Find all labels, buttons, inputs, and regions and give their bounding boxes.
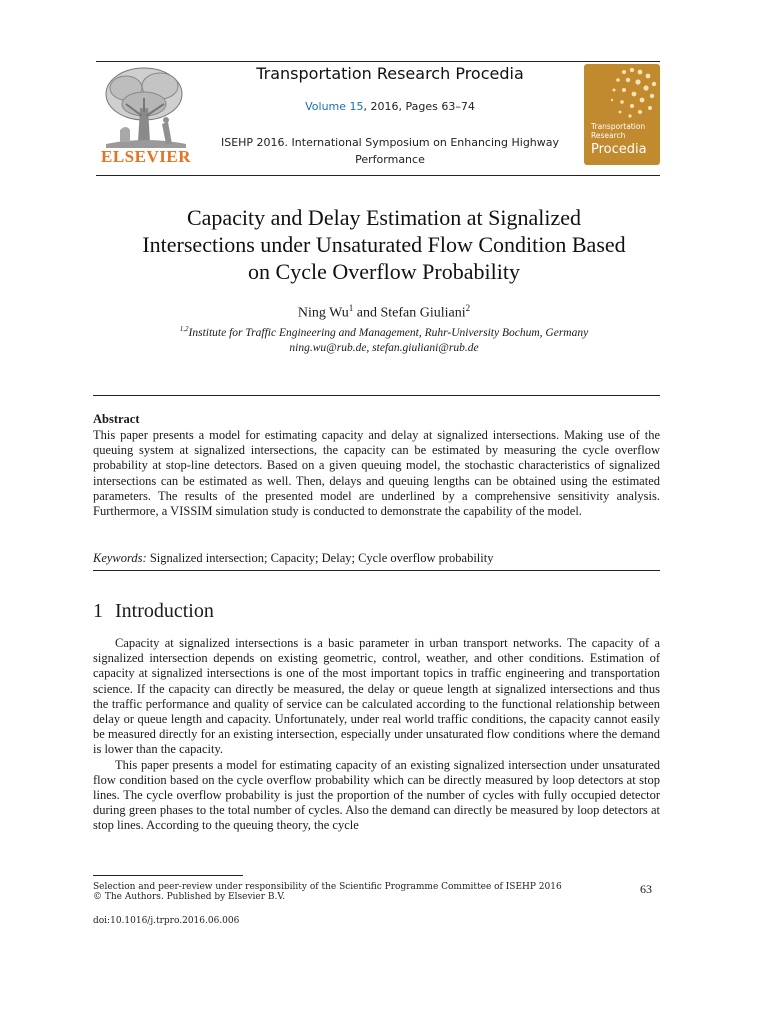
conference-line-2: Performance: [355, 153, 425, 166]
affiliation: $^{1,2}$Institute for Traffic Engineering and Management, Ruhr-University Bochum, Germany: [179, 325, 589, 339]
header-top-rule: [96, 61, 660, 62]
cover-subtitle: Transportation Research: [591, 122, 646, 140]
page-number: 63: [640, 882, 652, 896]
keywords-label: Keywords:: [93, 551, 147, 565]
elsevier-wordmark: ELSEVIER: [101, 147, 191, 166]
section-title: Introduction: [115, 600, 214, 622]
conference-name: [200, 134, 580, 168]
copyright-note: © The Authors. Published by Elsevier B.V.: [93, 892, 286, 902]
author-1: Ning Wu: [297, 305, 349, 321]
footer-rule: [93, 875, 243, 876]
abstract-heading: Abstract: [93, 412, 140, 426]
conference-line-1: ISEHP 2016. International Symposium on Enhancing Highway: [220, 136, 560, 149]
footer-note: [93, 882, 660, 902]
author-2: Stefan Giuliani: [380, 305, 466, 321]
paragraph-2: This paper presents a model for estimating capacity of an existing signalized intersection under unsaturated flow condition based on the cycle overflow probability which can be directly measured by loop detectors at stop lines. The cycle overflow probability is just the proportion of the number of cycles with fully occupied detector during green phases to the total number of cycles. Also the demand can directly be measured by loop detectors at stop lines. According to the queuing theory, the cycle: [93, 757, 660, 833]
abstract-text: This paper presents a model for estimating capacity and delay at signalized intersections. Making use of the queuing system at signalized intersections, the capacity can be estimated by measuring the cycle overflow probability at stop-line detectors. Based on a given queuing model, the stochastic characteristics of signalized intersections can be estimated as well. Then, delays and queuing lengths can be obtained using the estimated parameters. The results of the presented model are underlined by a comprehensive sensitivity analysis. Furthermore, a VISSIM simulation study is conducted to demonstrate the capability of the model.: [93, 428, 660, 519]
author-emails[interactable]: ning.wu@rub.de, stefan.giuliani@rub.de: [289, 342, 479, 354]
header-bottom-rule: [96, 175, 660, 176]
section-number: 1: [93, 600, 103, 622]
dot-pattern-icon: [584, 64, 660, 124]
paper-title: Capacity and Delay Estimation at Signalized Intersections under Unsaturated Flow Condition Based on Cycle Overflow Probability: [142, 205, 626, 284]
paragraph-1: Capacity at signalized intersections is a basic parameter in urban transport networks. The capacity of a signalized intersection depends on existing geometric, control, weather, and other conditions. Estimation of capacity at signalized intersections is one of the most important topics in traffic engineering and transportation science. If the capacity can directly be measured, the delay or queue length at signalized intersections and thus the traffic performance and quality of service can be calculated according to the functional relationship between delay or queue length and capacity. Unfortunately, under real world traffic conditions, the capacity cannot easily be measured directly for an existing intersection, especially under unsaturated flow conditions where the demand is lower than the capacity.: [93, 636, 660, 757]
doi[interactable]: doi:10.1016/j.trpro.2016.06.006: [93, 916, 240, 926]
journal-title: Transportation Research Procedia: [256, 64, 524, 83]
section-body: [93, 636, 660, 834]
abstract-top-rule: [93, 395, 660, 396]
keywords-list: Signalized intersection; Capacity; Delay; Cycle overflow probability: [146, 551, 494, 565]
authors: Ning Wu$^1$ and Stefan Giuliani$^2$: [297, 303, 471, 321]
keywords: [93, 551, 660, 566]
volume-details: , 2016, Pages 63–74: [363, 100, 475, 113]
section-heading: [93, 600, 214, 623]
volume-link[interactable]: Volume 15: [305, 100, 364, 113]
volume-line: [200, 100, 580, 113]
peer-review-note: Selection and peer-review under responsibility of the Scientific Programme Committee of ISEHP 2016: [93, 882, 562, 892]
procedia-cover-image: [584, 64, 660, 165]
abstract-bottom-rule: [93, 570, 660, 571]
cover-title: Procedia: [591, 142, 647, 157]
